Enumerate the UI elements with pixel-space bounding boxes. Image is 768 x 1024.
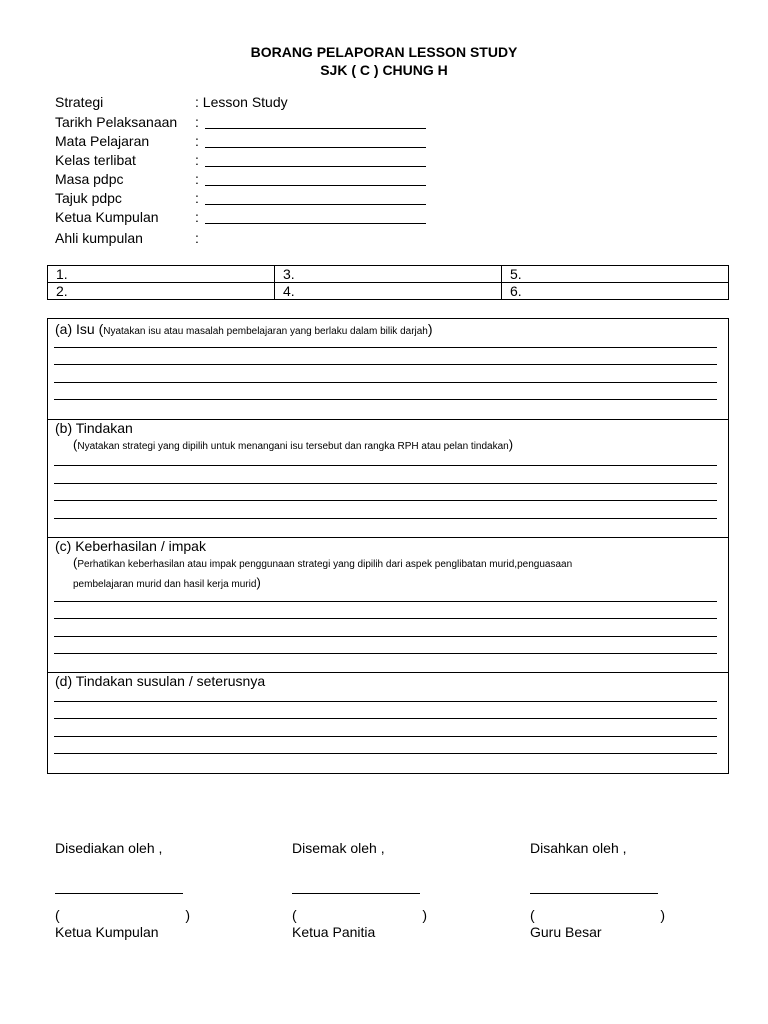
school-name: SJK ( C ) CHUNG H [320,62,448,78]
signature-role: Guru Besar [530,924,602,940]
signature-heading-prepared: Disediakan oleh , [55,840,163,856]
field-value: : [195,171,199,187]
answer-line[interactable] [54,718,717,719]
member-cell[interactable]: 6. [502,283,729,300]
section-title: (b) Tindakan [55,420,133,436]
fill-in-blank[interactable] [205,147,426,148]
table-row [48,283,729,300]
member-cell[interactable]: 3. [275,266,502,283]
section-note: (Nyatakan strategi yang dipilih untuk menangani isu tersebut dan rangka RPH atau pelan tindakan) [73,437,514,452]
signature-name-field[interactable]: ( ) [292,907,427,923]
answer-line[interactable] [54,364,717,365]
answer-line[interactable] [54,347,717,348]
answer-line[interactable] [54,736,717,737]
section-isu [47,318,729,420]
member-cell[interactable]: 4. [275,283,502,300]
field-label: Tajuk pdpc [55,190,122,206]
member-cell[interactable]: 1. [48,266,275,283]
field-value: : [195,114,199,130]
fill-in-blank[interactable] [205,185,426,186]
field-value: : [195,190,199,206]
signature-line[interactable] [55,893,183,894]
answer-line[interactable] [54,465,717,466]
answer-line[interactable] [54,483,717,484]
members-table [47,265,729,300]
field-label: Ahli kumpulan [55,230,143,246]
table-row [48,266,729,283]
member-cell[interactable]: 2. [48,283,275,300]
field-label: Ketua Kumpulan [55,209,159,225]
field-value: : [195,133,199,149]
section-title: (c) Keberhasilan / impak [55,538,206,554]
member-cell[interactable]: 5. [502,266,729,283]
field-value: : [195,152,199,168]
field-label: Strategi [55,94,104,110]
fill-in-blank[interactable] [205,223,426,224]
section-title: (a) Isu (Nyatakan isu atau masalah pembelajaran yang berlaku dalam bilik darjah) [55,321,433,337]
section-keberhasilan [47,537,729,673]
field-value: : [195,230,199,246]
form-title: BORANG PELAPORAN LESSON STUDY [250,44,518,60]
field-value: : Lesson Study [195,94,288,110]
answer-line[interactable] [54,701,717,702]
answer-line[interactable] [54,618,717,619]
answer-line[interactable] [54,601,717,602]
section-note: (Perhatikan keberhasilan atau impak penggunaan strategi yang dipilih dari aspek penglibatan murid,penguasaan pembelajaran murid dan hasil kerja murid) [73,555,573,590]
signature-name-field[interactable]: ( ) [530,907,665,923]
section-tindakan [47,419,729,538]
field-label: Kelas terlibat [55,152,136,168]
signature-line[interactable] [292,893,420,894]
fill-in-blank[interactable] [205,204,426,205]
section-note: Nyatakan isu atau masalah pembelajaran yang berlaku dalam bilik darjah [103,326,428,337]
signature-heading-reviewed: Disemak oleh , [292,840,385,856]
answer-line[interactable] [54,636,717,637]
fill-in-blank[interactable] [205,166,426,167]
answer-line[interactable] [54,399,717,400]
signature-name-field[interactable]: ( ) [55,907,190,923]
field-label: Masa pdpc [55,171,124,187]
field-label: Tarikh Pelaksanaan [55,114,178,130]
answer-line[interactable] [54,653,717,654]
fill-in-blank[interactable] [205,128,426,129]
answer-line[interactable] [54,500,717,501]
answer-line[interactable] [54,518,717,519]
field-label: Mata Pelajaran [55,133,150,149]
section-title: (d) Tindakan susulan / seterusnya [55,673,266,689]
answer-line[interactable] [54,753,717,754]
signature-role: Ketua Kumpulan [55,924,159,940]
section-tindakan-susulan [47,672,729,774]
signature-role: Ketua Panitia [292,924,376,940]
answer-line[interactable] [54,382,717,383]
signature-heading-approved: Disahkan oleh , [530,840,627,856]
signature-line[interactable] [530,893,658,894]
field-value: : [195,209,199,225]
